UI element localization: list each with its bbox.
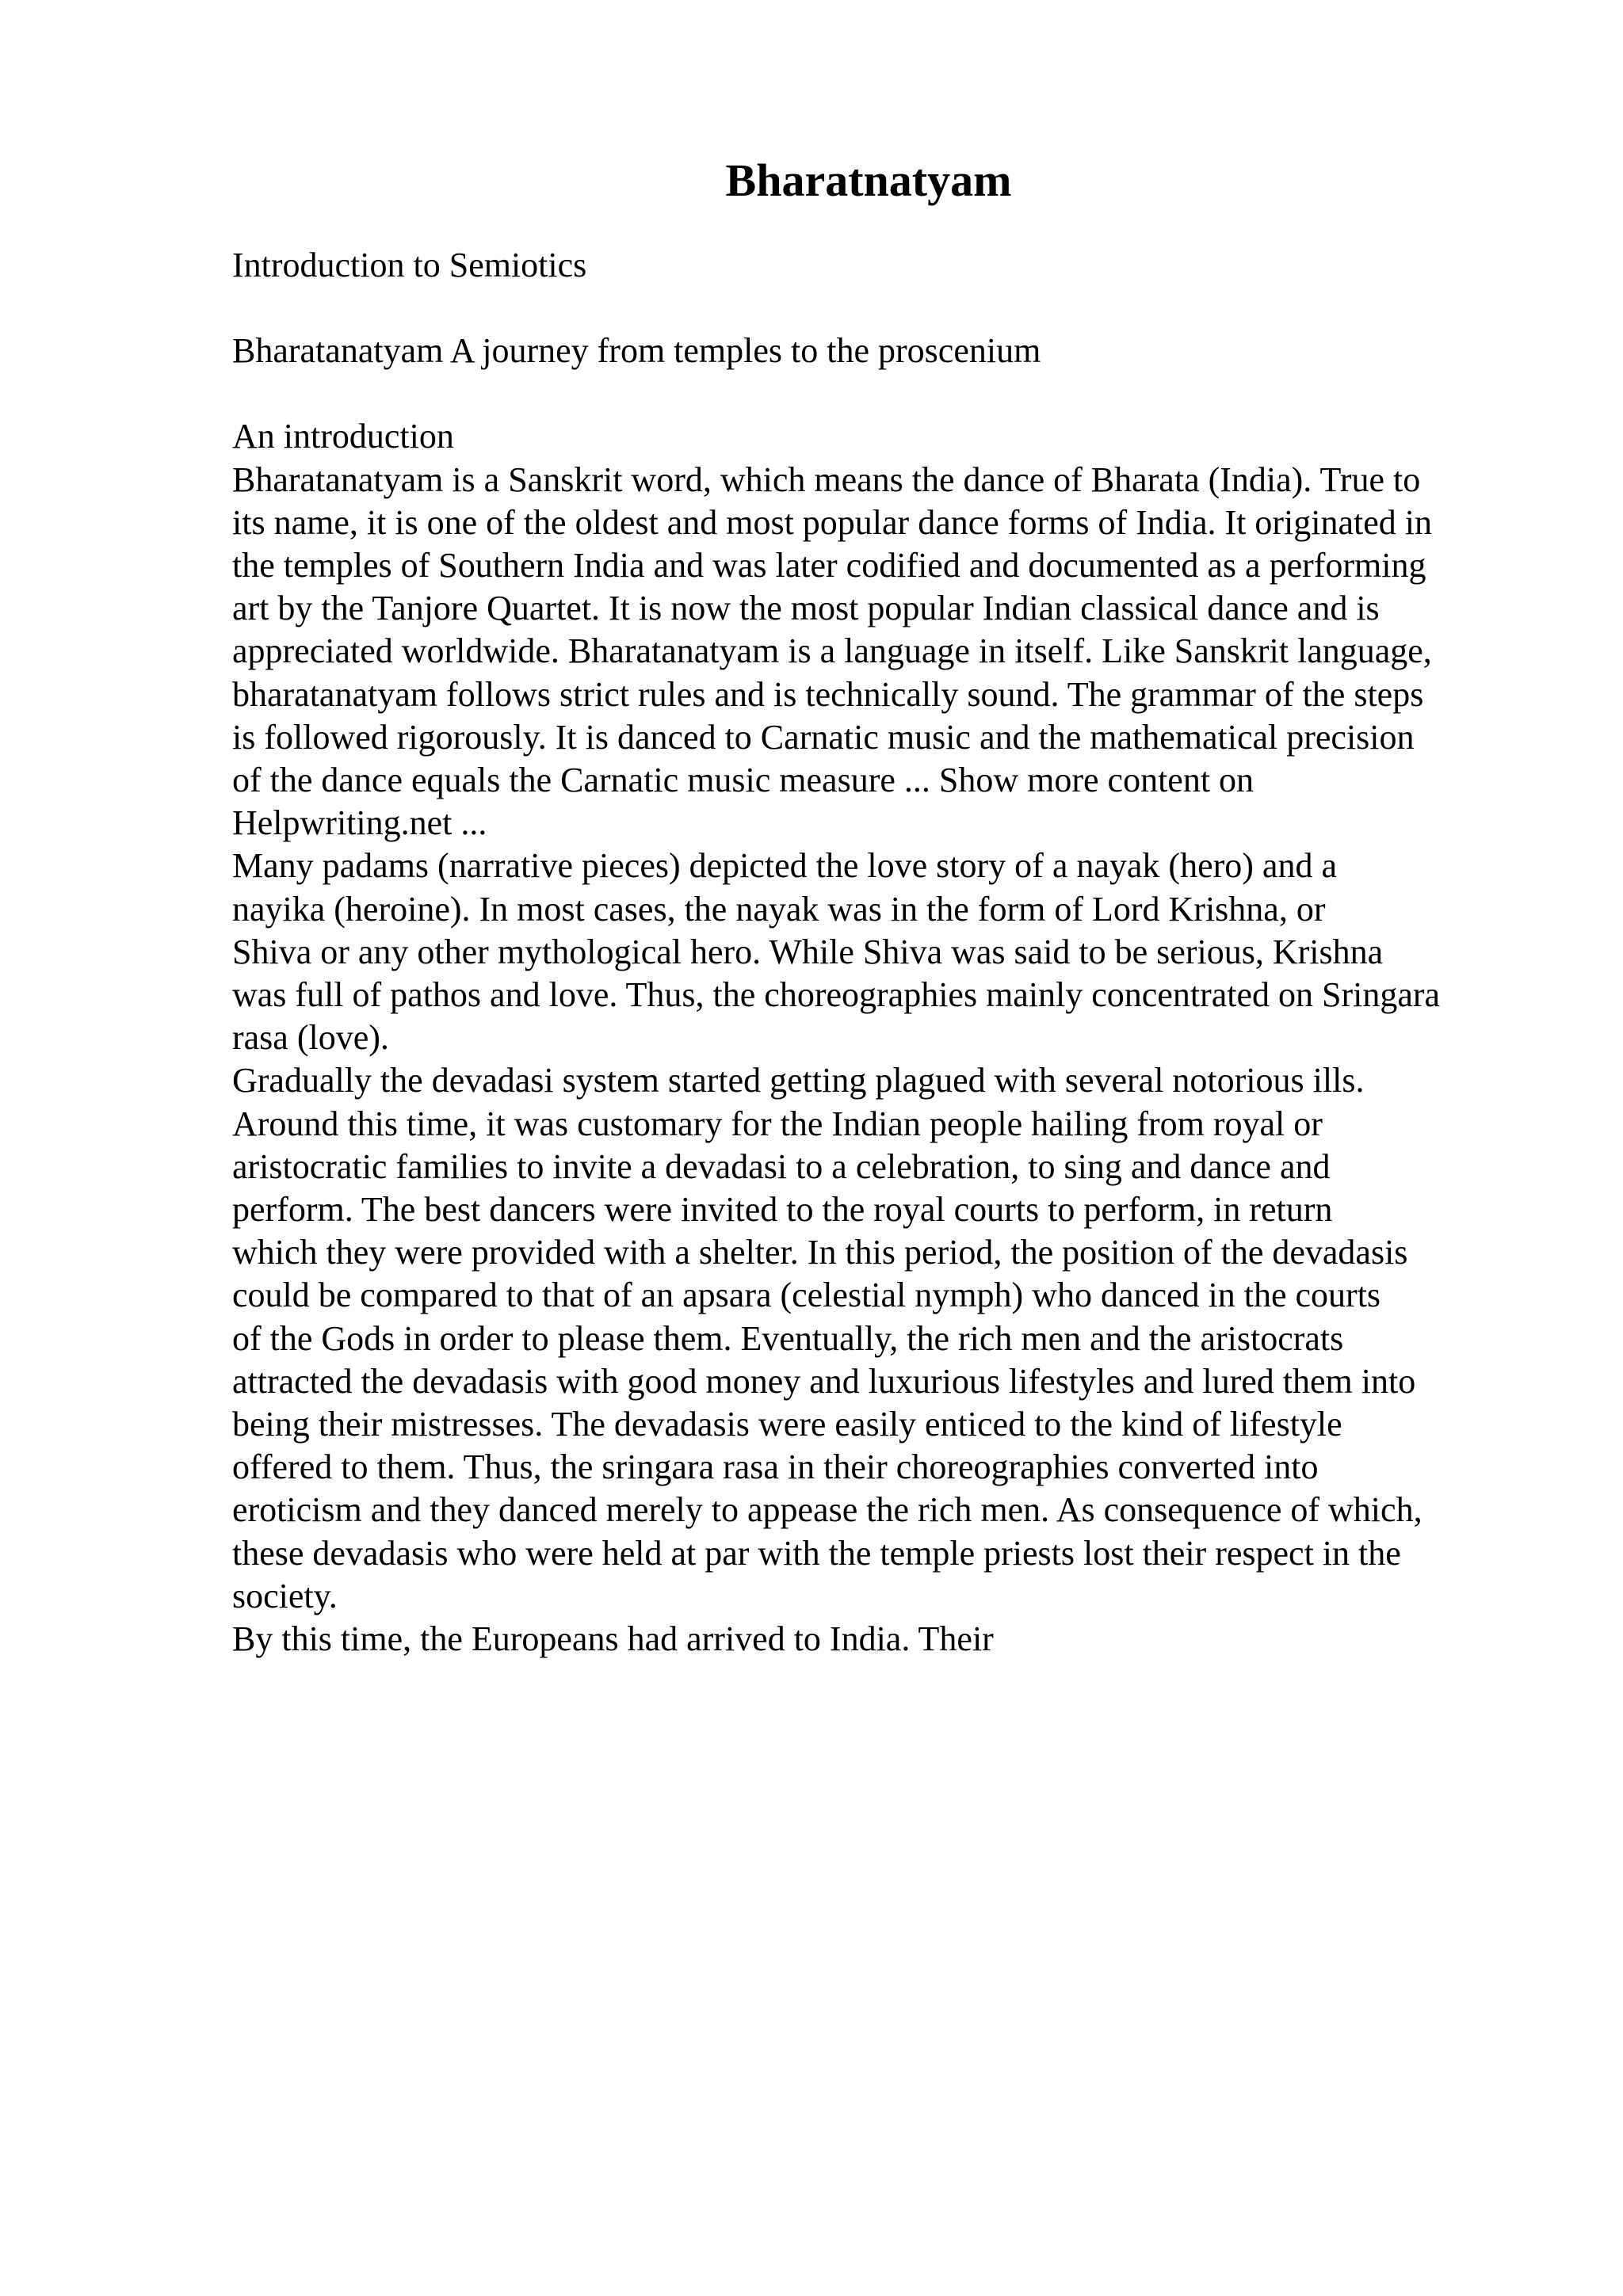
text-line: appreciated worldwide. Bharatanatyam is a language in itself. Like Sanskrit language,: [232, 631, 1432, 671]
spacer: [232, 287, 1524, 330]
text-line: its name, it is one of the oldest and most popular dance forms of India. It originated in: [232, 502, 1432, 542]
text-line: Around this time, it was customary for the Indian people hailing from royal or: [232, 1104, 1323, 1143]
text-line: By this time, the Europeans had arrived to India. Their: [232, 1619, 994, 1659]
text-line: Bharatanatyam is a Sanskrit word, which means the dance of Bharata (India). True to: [232, 460, 1421, 499]
text-line: the temples of Southern India and was later codified and documented as a performing: [232, 546, 1426, 585]
text-line: Helpwriting.net ...: [232, 803, 487, 843]
text-line: society.: [232, 1576, 338, 1615]
text-line: of the Gods in order to please them. Eventually, the rich men and the aristocrats: [232, 1318, 1344, 1358]
text-line: perform. The best dancers were invited to the royal courts to perform, in return: [232, 1190, 1333, 1230]
paragraph-europeans: [232, 1618, 1524, 1661]
paragraph-introduction: [232, 459, 1524, 845]
text-line: could be compared to that of an apsara (celestial nymph) who danced in the courts: [232, 1276, 1381, 1315]
text-line: attracted the devadasis with good money and luxurious lifestyles and lured them into: [232, 1361, 1416, 1401]
document-subtitle: Introduction to Semiotics: [232, 246, 587, 284]
text-line: Gradually the devadasi system started getting plagued with several notorious ills.: [232, 1061, 1365, 1100]
text-line: which they were provided with a shelter. In this period, the position of the devadasis: [232, 1233, 1408, 1272]
paragraph-devadasi: [232, 1059, 1524, 1618]
text-line: these devadasis who were held at par with the temple priests lost their respect in the: [232, 1533, 1401, 1573]
text-line: aristocratic families to invite a devadasi to a celebration, to sing and dance and: [232, 1146, 1331, 1186]
text-line: art by the Tanjore Quartet. It is now the most popular Indian classical dance and is: [232, 589, 1380, 628]
document-title: Bharatnatyam: [725, 154, 1012, 206]
text-line: is followed rigorously. It is danced to Carnatic music and the mathematical precision: [232, 717, 1415, 757]
text-line: bharatanatyam follows strict rules and is technically sound. The grammar of the steps: [232, 674, 1424, 714]
text-line: Many padams (narrative pieces) depicted the love story of a nayak (hero) and a: [232, 846, 1337, 886]
text-line: nayika (heroine). In most cases, the nayak was in the form of Lord Krishna, or: [232, 889, 1326, 929]
text-line: being their mistresses. The devadasis were easily enticed to the kind of lifestyle: [232, 1405, 1342, 1444]
text-line: of the dance equals the Carnatic music measure ... Show more content on: [232, 761, 1254, 800]
text-line: eroticism and they danced merely to appease the rich men. As consequence of which,: [232, 1490, 1423, 1530]
section-label: An introduction: [232, 417, 454, 456]
paragraph-padams: [232, 845, 1524, 1059]
text-line: rasa (love).: [232, 1018, 389, 1058]
document-body: [232, 244, 1524, 1661]
text-line: Shiva or any other mythological hero. While Shiva was said to be serious, Krishna: [232, 932, 1384, 971]
text-line: offered to them. Thus, the sringara rasa in their choreographies converted into: [232, 1447, 1319, 1487]
spacer: [232, 372, 1524, 415]
text-line: was full of pathos and love. Thus, the choreographies mainly concentrated on Sringara: [232, 975, 1441, 1015]
document-heading: Bharatanatyam A journey from temples to the proscenium: [232, 331, 1041, 371]
